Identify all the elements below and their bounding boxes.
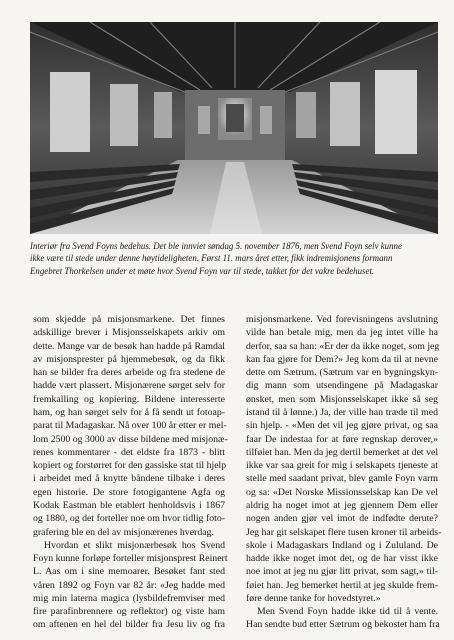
text-line: aldrig ha noget imot at jeg gjennem Dem eller [246,499,438,511]
text-line: Foyn kunne forløpe forteller misjonsprest Reinert [33,553,228,565]
text-line: kan faa gjøre for Dem?» Jeg kom da til at nevne [246,353,438,365]
text-line: og 1880, og det forteller noe om hvor tidlig foto- [33,513,225,525]
text-line: sin hjelp. - «Men det vil jeg gjøre privat, og saa [246,420,438,432]
text-line: føiet han. Jeg bemerket hertil at jeg skulde frem- [246,579,438,591]
text-line: om aftenen en hel del bilder fra Jesu liv og fra [33,619,225,631]
text-line: som skjedde på misjonsmarkene. Det finnes [33,314,225,325]
text-line: Han sendte bud etter Sætrum og bekostet ham fra [246,619,440,631]
text-line: lom 2500 og 3000 av disse bildene med misjonæ- [33,433,228,445]
text-line: ikke var saa greit for mig i selskapets tjeneste at [246,460,438,472]
text-line: dette. Mange var de besøk han hadde på Ramdal [33,340,225,352]
text-line: mig min laterna magica (lysbildefremviser med [33,592,225,604]
text-line: han se bilder fra deres arbeide og fra stedene de [33,367,225,379]
text-line: nogen anden gjør vel imot de indfødte derute? [246,513,438,525]
text-line: istand til å lønne.) Ja, der ville han træde til med [246,406,438,418]
text-line: egen historie. De store fotogigantene Agfa og [33,486,225,498]
text-line: hadde vært plassert. Misjonærene sørget selv for [33,380,225,392]
text-line: misjonsmarkene. Ved forevisningens avslutning [246,314,438,325]
church-interior-image [30,22,438,234]
caption-line: ikke være til stede under denne høytideligheten. Først 11. mars året etter, fikk indremisjonens formann [30,253,393,264]
text-line: faar De indestaa for at føre regnskap derover,» [246,433,438,445]
text-line: noe imot at jeg nu gjør litt privat, som sagt,» til- [246,566,438,578]
church-interior-photo [30,22,438,234]
text-line: skole i Madagaskars Indland og i Zululand. De [246,539,438,551]
photo-caption [30,240,440,277]
text-line: Men Svend Foyn hadde ikke tid til å vente. [257,606,438,618]
text-line: Jeg har git selskapet flere tusen kroner til arbeids- [246,526,442,538]
text-line: Hvordan et slikt misjonærbesøk hos Svend [44,539,225,551]
text-line: våren 1892 og Foyn var 82 år: «Jeg hadde med [33,579,225,591]
text-line: føre denne tanke for hovedstyret.» [246,592,381,604]
text-line: derfor, saa sa han: «Er der da ikke noget, som jeg [246,340,440,352]
text-line: ham, og han sørget selv for å få sendt ut fotoap- [33,406,225,418]
text-line: dig mann som utsendingene på Madagaskar [246,380,438,392]
caption-line: Engebret Thorkelsen under et møte hvor Svend Foyn var til stede, takket for det vakre bedehuset. [30,265,375,276]
text-line: fire parafinbrennere og reflektor) og viste ham [33,606,225,618]
text-line: vilde han betale mig, men da jeg intet ville ha [246,327,438,339]
caption-line: Interiør fra Svend Foyns bedehus. Det ble innviet søndag 5. november 1876, men Svend Foyn selv kunne [30,241,402,251]
text-line: hadde ikke noget imot det, og de har visst ikke [246,553,438,565]
text-line: renes kommentarer - det eldste fra 1873 - blitt [33,446,225,458]
text-line: parat til Madagaskar. Nå over 100 år etter er mel- [33,420,227,432]
text-line: L. Aas om i sine memoarer. Besøket fant sted [33,566,225,578]
right-text-column [246,313,442,632]
text-line: Kodak Eastman ble etablert henholdsvis i 1867 [33,499,225,511]
text-line: tilføiet han. Men da jeg dertil bemerket at det vel [246,446,439,458]
text-line: dette om Sætrum. (Sætrum var en bygningskyn- [246,367,438,379]
text-line: stelle med saadant privat, blev gamle Foyn varm [246,473,438,485]
text-line: fremkalling og kopiering. Bildene interesserte [33,393,225,405]
text-line: i arbeidet med å knytte båndene tilbake i deres [33,473,225,485]
left-text-column [33,313,228,632]
text-line: kopiert og forstørret for den gassiske stat til hjelp [33,460,227,472]
text-line: og sa: «Det Norske Missionsselskap kan De vel [246,486,438,498]
text-line: grafering ble en del av misjonærenes hverdag. [33,526,214,538]
text-line: ønsket, men som Misjonsselskapet ikke så seg [246,393,438,405]
text-line: adskillige brever i Misjonsselskapets arkiv om [33,327,225,339]
text-line: av misjonsprester på hjemmebesøk, og da fikk [33,353,225,365]
